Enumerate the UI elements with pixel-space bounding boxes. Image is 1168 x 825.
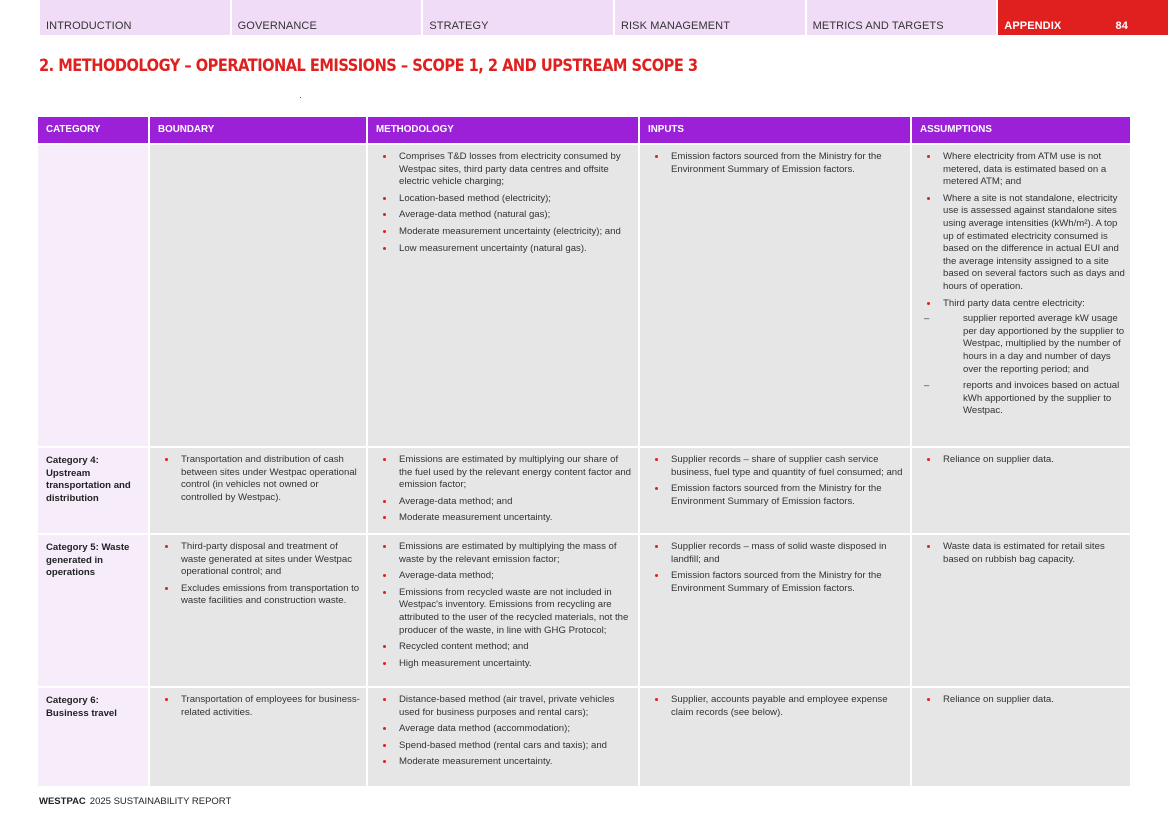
category-cell: Category 6: Business travel [38, 688, 148, 786]
list-item: Moderate measurement uncertainty. [376, 756, 634, 769]
boundary-cell [150, 448, 366, 533]
list-item: Supplier, accounts payable and employee expense claim records (see below). [648, 694, 906, 719]
list-item: Moderate measurement uncertainty (electricity); and [376, 226, 634, 239]
table-header-row [38, 117, 1130, 143]
sub-list-item: – reports and invoices based on actual kWh apportioned by the supplier to Westpac. [920, 380, 1126, 418]
header-inputs: INPUTS [640, 117, 910, 143]
top-navigation [40, 0, 1168, 35]
list-item: Average-data method; and [376, 496, 634, 509]
list-item: Average data method (accommodation); [376, 723, 634, 736]
inputs-cell [640, 145, 910, 446]
methodology-cell [368, 145, 638, 446]
assumptions-cell [912, 145, 1130, 446]
list-item: Emission factors sourced from the Ministry for the Environment Summary of Emission factors. [648, 151, 906, 176]
nav-tab-strategy[interactable]: STRATEGY [423, 0, 613, 35]
boundary-cell [150, 145, 366, 446]
list-item: Distance-based method (air travel, private vehicles used for business purposes and rental cars); [376, 694, 634, 719]
boundary-cell [150, 535, 366, 686]
header-assumptions: ASSUMPTIONS [912, 117, 1130, 143]
footer-report-name: 2025 SUSTAINABILITY REPORT [89, 796, 232, 807]
list-item: Emission factors sourced from the Ministry for the Environment Summary of Emission factors. [648, 570, 906, 595]
methodology-cell [368, 448, 638, 533]
methodology-cell [368, 688, 638, 786]
page-title: 2. METHODOLOGY – OPERATIONAL EMISSIONS – SCOPE 1, 2 AND UPSTREAM SCOPE 3 [39, 56, 698, 76]
list-item: Excludes emissions from transportation to waste facilities and construction waste. [158, 583, 362, 608]
table-row [38, 535, 1130, 686]
header-category: CATEGORY [38, 117, 148, 143]
list-item: Supplier records – share of supplier cash service business, fuel type and quantity of fuel consumed; and [648, 454, 906, 479]
page-number: 84 [1115, 20, 1128, 32]
nav-tab-appendix-label: APPENDIX [1004, 20, 1062, 32]
list-item: Emissions are estimated by multiplying our share of the fuel used by the relevant energy content factor and emission factor; [376, 454, 634, 492]
table-row [38, 145, 1130, 446]
list-item: Supplier records – mass of solid waste disposed in landfill; and [648, 541, 906, 566]
nav-tab-introduction[interactable]: INTRODUCTION [40, 0, 230, 35]
nav-tab-governance[interactable]: GOVERNANCE [232, 0, 422, 35]
nav-tab-risk-management[interactable]: RISK MANAGEMENT [615, 0, 805, 35]
list-item: Waste data is estimated for retail sites based on rubbish bag capacity. [920, 541, 1126, 566]
list-item: Comprises T&D losses from electricity consumed by Westpac sites, third party data centres and offsite electric vehicle charging; [376, 151, 634, 189]
list-item: Where a site is not standalone, electricity use is assessed against standalone sites using average intensities (kWh/m²). A top up of estimated electricity consumed is based on the difference in actual EUI and the average intensity assigned to a site based on several factors such as days and hours of operation. [920, 193, 1126, 294]
list-item: Moderate measurement uncertainty. [376, 512, 634, 525]
list-item: Average-data method; [376, 570, 634, 583]
list-item: Where electricity from ATM use is not metered, data is estimated based on a metered ATM; and [920, 151, 1126, 189]
list-item: Transportation and distribution of cash between sites under Westpac operational control (in vehicles not owned or controlled by Westpac). [158, 454, 362, 504]
footer-brand: WESTPAC [39, 796, 86, 807]
category-cell [38, 145, 148, 446]
list-item: Average-data method (natural gas); [376, 209, 634, 222]
assumptions-cell [912, 535, 1130, 686]
list-item: Emissions from recycled waste are not included in Westpac's inventory. Emissions from recycling are attributed to the user of the recycled materials, not the producer of the waste, in line with GHG Protocol; [376, 587, 634, 637]
list-item: Location-based method (electricity); [376, 193, 634, 206]
inputs-cell [640, 688, 910, 786]
category-cell: Category 5: Waste generated in operations [38, 535, 148, 686]
boundary-cell [150, 688, 366, 786]
list-item: Emission factors sourced from the Ministry for the Environment Summary of Emission factors. [648, 483, 906, 508]
nav-tab-metrics-and-targets[interactable]: METRICS AND TARGETS [807, 0, 997, 35]
table-row [38, 448, 1130, 533]
table-row [38, 688, 1130, 786]
assumptions-cell [912, 688, 1130, 786]
inputs-cell [640, 535, 910, 686]
list-item: Reliance on supplier data. [920, 694, 1126, 707]
methodology-table [36, 115, 1132, 788]
list-item-text: Third party data centre electricity: [943, 297, 1085, 309]
list-item: Third-party disposal and treatment of waste generated at sites under Westpac operational control; and [158, 541, 362, 579]
page-footer [39, 796, 231, 807]
inputs-cell [640, 448, 910, 533]
list-item: Emissions are estimated by multiplying the mass of waste by the relevant emission factor; [376, 541, 634, 566]
category-cell: Category 4: Upstream transportation and distribution [38, 448, 148, 533]
methodology-cell [368, 535, 638, 686]
list-item: Transportation of employees for business-related activities. [158, 694, 362, 719]
list-item: Low measurement uncertainty (natural gas). [376, 243, 634, 256]
header-boundary: BOUNDARY [150, 117, 366, 143]
list-item: Reliance on supplier data. [920, 454, 1126, 467]
list-item: High measurement uncertainty. [376, 658, 634, 671]
sub-list-item: – supplier reported average kW usage per day apportioned by the supplier to Westpac, multiplied by the number of hours in a day and number of days over the reporting period; and [920, 313, 1126, 376]
list-item: Recycled content method; and [376, 641, 634, 654]
list-item [920, 298, 1126, 418]
assumptions-cell [912, 448, 1130, 533]
nav-tab-appendix[interactable] [998, 0, 1168, 35]
list-item: Spend-based method (rental cars and taxis); and [376, 740, 634, 753]
stray-dot [300, 97, 301, 98]
header-methodology: METHODOLOGY [368, 117, 638, 143]
